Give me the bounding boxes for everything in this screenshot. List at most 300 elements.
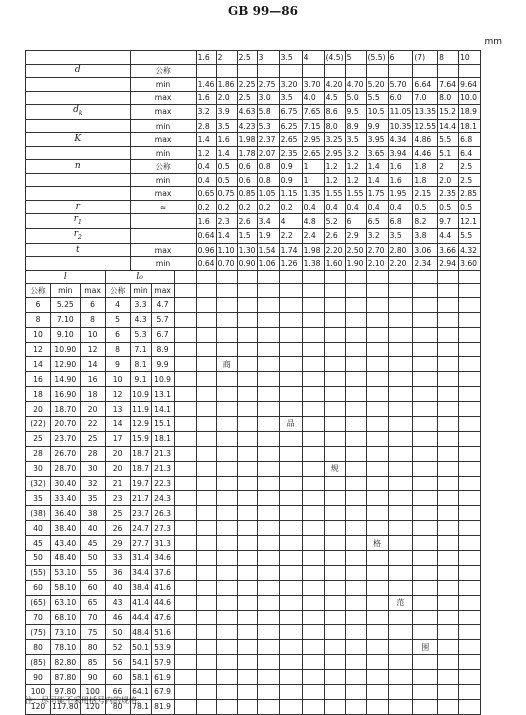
value-cell: 10 (105, 372, 130, 387)
empty-cell (196, 357, 216, 372)
value-cell: 2.5 (459, 173, 481, 187)
value-cell: 0.5 (216, 160, 237, 174)
standard-number: GB 99—86 (228, 4, 298, 18)
empty-cell (324, 402, 345, 417)
empty-cell (324, 699, 345, 714)
table-row (26, 200, 481, 214)
empty-cell (345, 699, 366, 714)
empty-cell (366, 685, 388, 700)
value-cell: 1.9 (257, 229, 279, 244)
value-cell: 0.2 (216, 200, 237, 214)
empty-cell (302, 670, 324, 685)
value-cell: 50 (105, 625, 130, 640)
empty-cell (345, 327, 366, 342)
empty-cell (366, 297, 388, 312)
empty-cell (459, 284, 481, 298)
empty-cell (413, 551, 438, 566)
value-cell: 60 (80, 580, 105, 595)
value-cell: 2.35 (279, 146, 302, 160)
value-cell: 7.10 (51, 312, 81, 327)
empty-cell (279, 476, 302, 491)
empty-cell (413, 372, 438, 387)
value-cell: 20 (80, 402, 105, 417)
value-cell (216, 64, 237, 78)
empty-cell (324, 491, 345, 506)
value-cell: 14 (80, 357, 105, 372)
value-cell: 0.6 (237, 173, 257, 187)
value-cell (324, 64, 345, 78)
empty-cell (257, 402, 279, 417)
value-cell: 1.2 (324, 173, 345, 187)
empty-cell (366, 284, 388, 298)
empty-cell (388, 610, 413, 625)
value-cell: 32 (80, 476, 105, 491)
empty-cell (438, 491, 459, 506)
empty-cell (366, 610, 388, 625)
empty-cell (413, 342, 438, 357)
empty-cell (345, 670, 366, 685)
table-row (26, 91, 481, 105)
empty-cell (216, 640, 237, 655)
value-cell: 2.65 (302, 146, 324, 160)
table-row (26, 536, 481, 551)
value-cell: 4.5 (324, 91, 345, 105)
value-cell: 12.90 (51, 357, 81, 372)
value-cell: 1 (302, 160, 324, 174)
empty-cell (257, 685, 279, 700)
value-cell: 2.8 (196, 119, 216, 133)
value-cell: 50 (80, 551, 105, 566)
empty-cell (302, 297, 324, 312)
value-cell: 1.38 (302, 257, 324, 271)
empty-cell (324, 625, 345, 640)
value-cell: 4.32 (459, 243, 481, 257)
value-cell: 12 (80, 342, 105, 357)
empty-cell (413, 595, 438, 610)
empty-cell (324, 312, 345, 327)
empty-cell (174, 461, 196, 476)
value-cell: 24.3 (151, 491, 174, 506)
value-cell: 0.85 (237, 187, 257, 201)
value-cell: 18.7 (130, 446, 151, 461)
empty-cell (216, 521, 237, 536)
value-cell: 28.70 (51, 461, 81, 476)
table-row (26, 595, 481, 610)
empty-cell (366, 491, 388, 506)
table-row (26, 521, 481, 536)
value-cell: 14 (105, 417, 130, 432)
value-cell: 38 (80, 506, 105, 521)
value-cell: 1.86 (216, 78, 237, 92)
empty-cell (279, 521, 302, 536)
value-cell: 6 (105, 327, 130, 342)
value-cell (366, 64, 388, 78)
empty-cell (216, 431, 237, 446)
row-label: max (130, 105, 196, 120)
empty-cell (174, 357, 196, 372)
value-cell: 1.35 (302, 187, 324, 201)
value-cell: 4.63 (237, 105, 257, 120)
value-cell: 7.15 (302, 119, 324, 133)
value-cell: 21.3 (151, 461, 174, 476)
value-cell: 4.70 (345, 78, 366, 92)
value-cell: (65) (26, 595, 51, 610)
value-cell: 12.9 (130, 417, 151, 432)
empty-cell (174, 284, 196, 298)
empty-cell (174, 685, 196, 700)
empty-cell (324, 610, 345, 625)
value-cell: 2.5 (237, 91, 257, 105)
value-cell: 0.5 (438, 200, 459, 214)
empty-cell (257, 297, 279, 312)
value-cell: 2.70 (366, 243, 388, 257)
value-cell: 70 (26, 610, 51, 625)
value-cell: 27.3 (151, 521, 174, 536)
value-cell: 3.20 (279, 78, 302, 92)
value-cell: 67.9 (151, 685, 174, 700)
value-cell: 2.75 (257, 78, 279, 92)
empty-cell (257, 670, 279, 685)
value-cell: 1.78 (237, 146, 257, 160)
empty-cell (438, 402, 459, 417)
empty-cell (413, 521, 438, 536)
table-row (26, 476, 481, 491)
empty-cell (174, 670, 196, 685)
empty-cell (257, 506, 279, 521)
value-cell: 85 (80, 655, 105, 670)
empty-cell (196, 402, 216, 417)
empty-cell (459, 327, 481, 342)
empty-cell (413, 610, 438, 625)
value-cell: 28 (26, 446, 51, 461)
empty-cell (279, 270, 302, 284)
table-row (26, 173, 481, 187)
value-cell: 0.4 (366, 200, 388, 214)
empty-cell (388, 699, 413, 714)
value-cell: 3.4 (257, 214, 279, 229)
value-cell: 6.8 (388, 214, 413, 229)
value-cell: 61.9 (151, 670, 174, 685)
empty-cell (302, 536, 324, 551)
empty-cell (279, 387, 302, 402)
value-cell: 80 (26, 640, 51, 655)
empty-cell (279, 327, 302, 342)
empty-cell (302, 372, 324, 387)
empty-cell (438, 580, 459, 595)
empty-cell (459, 625, 481, 640)
value-cell: 2.6 (237, 214, 257, 229)
empty-cell (459, 536, 481, 551)
empty-cell (216, 342, 237, 357)
value-cell: 5.3 (130, 327, 151, 342)
value-cell: 10.35 (388, 119, 413, 133)
empty-cell (237, 327, 257, 342)
value-cell: 0.75 (216, 187, 237, 201)
empty-cell (237, 270, 257, 284)
symbol-cell (26, 91, 131, 105)
value-cell: 2.50 (345, 243, 366, 257)
row-label (130, 229, 196, 244)
empty-cell (324, 431, 345, 446)
empty-cell (345, 521, 366, 536)
empty-cell (324, 387, 345, 402)
value-cell: (55) (26, 565, 51, 580)
value-cell: 18 (26, 387, 51, 402)
size-header-spacer (26, 51, 131, 65)
table-row (26, 417, 481, 432)
empty-cell (413, 270, 438, 284)
empty-cell (345, 580, 366, 595)
value-cell: 0.6 (237, 160, 257, 174)
empty-cell (438, 685, 459, 700)
value-cell: 26.3 (151, 506, 174, 521)
empty-cell (366, 372, 388, 387)
empty-cell (459, 461, 481, 476)
value-cell: 2.35 (438, 187, 459, 201)
empty-cell (388, 342, 413, 357)
empty-cell (302, 655, 324, 670)
value-cell: 8.9 (151, 342, 174, 357)
value-cell: 60 (26, 580, 51, 595)
value-cell: 2.80 (388, 243, 413, 257)
value-cell: 8.1 (130, 357, 151, 372)
empty-cell (459, 270, 481, 284)
value-cell: 6.8 (459, 133, 481, 147)
empty-cell (324, 270, 345, 284)
value-cell: 1.06 (257, 257, 279, 271)
value-cell: 10.9 (151, 372, 174, 387)
value-cell: 9.1 (130, 372, 151, 387)
empty-cell (459, 446, 481, 461)
value-cell: 7.1 (130, 342, 151, 357)
empty-cell (324, 284, 345, 298)
value-cell: 5.1 (438, 146, 459, 160)
empty-cell (438, 357, 459, 372)
value-cell: 7.64 (438, 78, 459, 92)
empty-cell (257, 595, 279, 610)
empty-cell (174, 536, 196, 551)
value-cell: 1.90 (345, 257, 366, 271)
value-cell: 3.65 (366, 146, 388, 160)
table-row (26, 160, 481, 174)
empty-cell (438, 551, 459, 566)
empty-cell (388, 640, 413, 655)
value-cell: 0.4 (196, 160, 216, 174)
empty-cell (174, 402, 196, 417)
empty-cell (216, 417, 237, 432)
empty-cell (366, 506, 388, 521)
empty-cell (324, 372, 345, 387)
empty-cell (237, 521, 257, 536)
empty-cell (324, 685, 345, 700)
value-cell: 1.6 (196, 91, 216, 105)
value-cell: 2.9 (345, 229, 366, 244)
table-row (26, 461, 481, 476)
empty-cell (324, 342, 345, 357)
value-cell: 16.90 (51, 387, 81, 402)
table-row (26, 610, 481, 625)
value-cell: 0.64 (196, 257, 216, 271)
value-cell: 2.95 (302, 133, 324, 147)
empty-cell (324, 580, 345, 595)
table-row (26, 670, 481, 685)
empty-cell (216, 372, 237, 387)
empty-cell (413, 491, 438, 506)
value-cell: 20 (26, 402, 51, 417)
empty-cell (216, 551, 237, 566)
empty-cell (216, 625, 237, 640)
empty-cell (302, 610, 324, 625)
value-cell: 3.3 (130, 297, 151, 312)
empty-cell (345, 685, 366, 700)
value-cell: 46 (105, 610, 130, 625)
value-cell: 2.6 (324, 229, 345, 244)
table-row (26, 580, 481, 595)
value-cell: 53.9 (151, 640, 174, 655)
empty-cell (216, 670, 237, 685)
empty-cell (413, 297, 438, 312)
empty-cell (279, 312, 302, 327)
empty-cell (366, 655, 388, 670)
empty-cell (438, 270, 459, 284)
value-cell: 65 (80, 595, 105, 610)
empty-cell (257, 536, 279, 551)
value-cell: 5.20 (366, 78, 388, 92)
value-cell: 9.7 (438, 214, 459, 229)
value-cell: 2.37 (257, 133, 279, 147)
empty-cell (174, 640, 196, 655)
empty-cell (438, 417, 459, 432)
empty-cell (324, 506, 345, 521)
value-cell: 3.5 (279, 91, 302, 105)
value-cell: 1.6 (196, 214, 216, 229)
empty-cell (388, 506, 413, 521)
empty-cell (388, 446, 413, 461)
size-header-cell: (7) (413, 51, 438, 65)
empty-cell (174, 312, 196, 327)
value-cell: 13 (105, 402, 130, 417)
value-cell: 1.8 (413, 160, 438, 174)
empty-cell (174, 491, 196, 506)
value-cell: 5.0 (345, 91, 366, 105)
row-label: min (130, 78, 196, 92)
empty-cell (279, 625, 302, 640)
empty-cell (279, 461, 302, 476)
value-cell: 1.6 (388, 173, 413, 187)
value-cell: 80 (80, 640, 105, 655)
empty-cell (237, 284, 257, 298)
sub-header-cell: min (51, 284, 81, 298)
empty-cell (237, 446, 257, 461)
empty-cell (324, 551, 345, 566)
value-cell: 30 (80, 461, 105, 476)
empty-cell (196, 491, 216, 506)
value-cell: 1.10 (216, 243, 237, 257)
value-cell: 2.20 (324, 243, 345, 257)
l0-header: l₀ (105, 270, 174, 284)
empty-cell (324, 640, 345, 655)
value-cell: 26 (105, 521, 130, 536)
value-cell: 68.10 (51, 610, 81, 625)
symbol-cell (26, 257, 131, 271)
table-row (26, 229, 481, 244)
empty-cell (459, 521, 481, 536)
value-cell: 6.4 (459, 146, 481, 160)
value-cell: 38.40 (51, 521, 81, 536)
empty-cell (388, 491, 413, 506)
empty-cell (345, 610, 366, 625)
empty-cell (237, 670, 257, 685)
value-cell: 16 (26, 372, 51, 387)
empty-cell (413, 506, 438, 521)
empty-cell (438, 312, 459, 327)
empty-cell (302, 270, 324, 284)
value-cell: 2 (438, 160, 459, 174)
value-cell: 0.8 (257, 173, 279, 187)
value-cell: 2.94 (438, 257, 459, 271)
value-cell: 29 (105, 536, 130, 551)
value-cell: 56 (105, 655, 130, 670)
value-cell: 120 (26, 699, 51, 714)
empty-cell (438, 699, 459, 714)
value-cell: 14 (26, 357, 51, 372)
empty-cell (237, 640, 257, 655)
empty-cell (413, 580, 438, 595)
empty-cell (302, 417, 324, 432)
empty-cell (324, 655, 345, 670)
empty-cell (366, 476, 388, 491)
size-header-cell: (4.5) (324, 51, 345, 65)
empty-cell (257, 372, 279, 387)
table-row (26, 133, 481, 147)
value-cell (302, 64, 324, 78)
empty-cell (438, 431, 459, 446)
empty-cell (279, 610, 302, 625)
value-cell: 45 (80, 536, 105, 551)
table-row (26, 105, 481, 120)
empty-cell (257, 640, 279, 655)
empty-cell (366, 270, 388, 284)
value-cell: 0.2 (196, 200, 216, 214)
value-cell: 3.8 (413, 229, 438, 244)
empty-cell (438, 327, 459, 342)
empty-cell (345, 625, 366, 640)
value-cell: 5.7 (151, 312, 174, 327)
value-cell: 18.70 (51, 402, 81, 417)
empty-cell (257, 446, 279, 461)
empty-cell (345, 595, 366, 610)
value-cell: 4.34 (388, 133, 413, 147)
row-label: min (130, 257, 196, 271)
value-cell: 3.2 (196, 105, 216, 120)
empty-cell (438, 446, 459, 461)
empty-cell (438, 655, 459, 670)
empty-cell (216, 327, 237, 342)
value-cell: 58.10 (51, 580, 81, 595)
empty-cell (196, 521, 216, 536)
empty-cell (413, 461, 438, 476)
value-cell: 8.0 (324, 119, 345, 133)
value-cell: 15.9 (130, 431, 151, 446)
value-cell: 3.95 (366, 133, 388, 147)
empty-cell (459, 342, 481, 357)
value-cell: 11.05 (388, 105, 413, 120)
empty-cell (459, 417, 481, 432)
value-cell: 1.8 (413, 173, 438, 187)
empty-cell (196, 372, 216, 387)
empty-cell (237, 580, 257, 595)
empty-cell (174, 595, 196, 610)
